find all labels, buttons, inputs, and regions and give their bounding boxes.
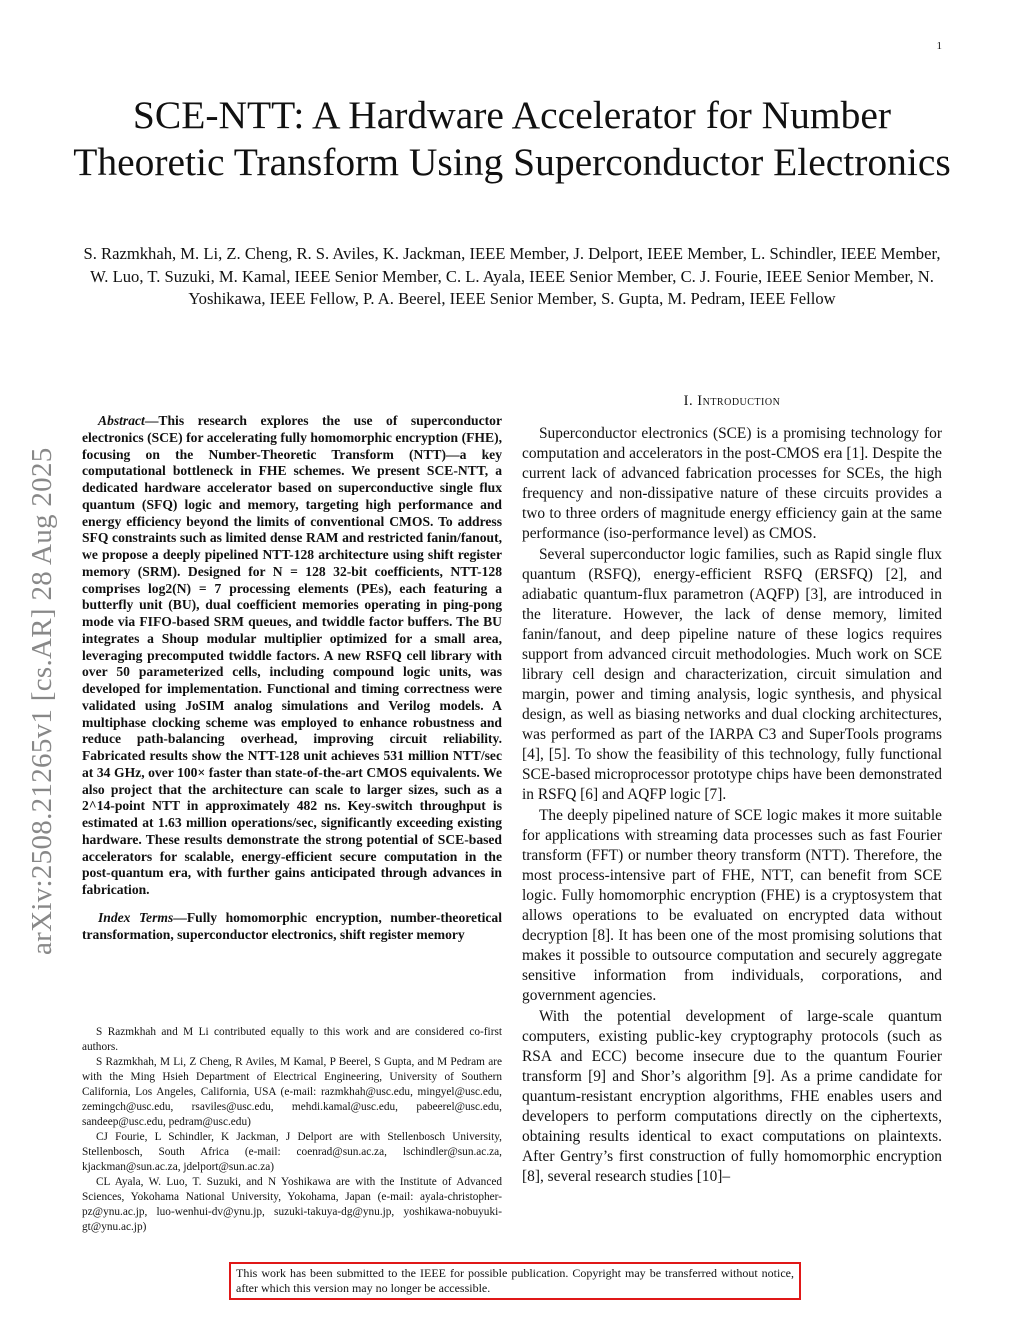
section-body bbox=[522, 424, 942, 1187]
page-number: 1 bbox=[936, 40, 942, 52]
right-column bbox=[522, 393, 942, 1187]
paragraph: Superconductor electronics (SCE) is a promising technology for computation and accelerators in the post-CMOS era [1]. Despite the current lack of advanced fabrication processes for SCEs, the high frequency and non-dissipative nature of these circuits provides a two to three orders of magnitude energy efficiency gain at the same performance (iso-performance level) as CMOS. bbox=[522, 425, 942, 542]
paragraph: The deeply pipelined nature of SCE logic makes it more suitable for applications with streaming data processes such as fast Fourier transform (FFT) or number theory transform (NTT). Therefore, the most process-intensive part of FHE, NTT, can benefit from SCE logic. Fully homomorphic encryption (FHE) is a cryptosystem that allows operations to be evaluated on encrypted data without decryption [8]. It has been one of the most promising solutions that makes it possible to outsource computation and securely aggregate sensitive information from individuals, corporations, and government agencies. bbox=[522, 807, 942, 1004]
footnote: S Razmkhah, M Li, Z Cheng, R Aviles, M Kamal, P Beerel, S Gupta, and M Pedram are with the Ming Hsieh Department of Electrical Engineering, University of Southern California, Los Angeles, California, USA (e-mail: razmkhah@usc.edu, mingyel@usc.edu, zemingch@usc.edu, rsaviles@usc.edu, mehdi.kamal@usc.edu, pabeerel@usc.edu, sandeep@usc.edu, pedram@usc.edu) bbox=[82, 1056, 502, 1128]
footnote: CL Ayala, W. Luo, T. Suzuki, and N Yoshikawa are with the Institute of Advanced Sciences, Yokohama National University, Yokohama, Japan (e-mail: ayala-christopher-pz@ynu.ac.jp, luo-wenhui-dv@ynu.jp, suzuki-takuya-dg@ynu.jp, yoshikawa-nobuyuki-gt@ynu.ac.jp) bbox=[82, 1176, 502, 1233]
footnote: S Razmkhah and M Li contributed equally to this work and are considered co-first authors. bbox=[82, 1026, 502, 1053]
index-terms-text: —Fully homomorphic encryption, number-theoretical transformation, superconductor electronics, shift register memory bbox=[82, 909, 502, 942]
left-column bbox=[82, 413, 502, 943]
section-heading bbox=[522, 393, 942, 410]
paragraph: Several superconductor logic families, such as Rapid single flux quantum (RSFQ), energy-efficient RSFQ (ERSFQ) [2], and adiabatic quantum-flux parametron (AQFP) [3], are introduced in the literature. However, the lack of dense memory, limited fanin/fanout, and deep pipeline nature of these logics requires support from advanced circuit methodologies. Much work on SCE library cell design and characterization, circuit simulation and margin, power and timing analysis, logic synthesis, and physical design, as well as biasing networks and dual clocking architectures, was performed as part of the IARPA C3 and SuperTools programs [4], [5]. To show the feasibility of this technology, fully functional SCE-based microprocessor prototype chips have been demonstrated in RSFQ [6] and AQFP logic [7]. bbox=[522, 546, 942, 803]
paragraph: With the potential development of large-scale quantum computers, existing public-key cryptography protocols (such as RSA and ECC) become insecure due to the quantum Fourier transform [9] and Shor’s algorithm [9]. As a prime candidate for quantum-resistant encryption algorithms, FHE enables users and developers to perform computations directly on the ciphertexts, obtaining results identical to exact computations on plaintexts. After Gentry’s first construction of fully homomorphic encryption [8], several research studies [10]– bbox=[522, 1008, 942, 1185]
index-terms bbox=[82, 910, 502, 944]
paper-title: SCE-NTT: A Hardware Accelerator for Number Theoretic Transform Using Superconductor Electronics bbox=[73, 93, 951, 184]
abstract-label: Abstract bbox=[98, 413, 145, 428]
abstract-text: —This research explores the use of superconductor electronics (SCE) for accelerating fully homomorphic encryption (FHE), focusing on the Number-Theoretic Transform (NTT)—a key computational bottleneck in FHE schemes. We present SCE-NTT, a dedicated hardware accelerator based on superconductive single flux quantum (SFQ) logic and memory, targeting high performance and energy efficiency beyond the limits of conventional CMOS. To address SFQ constraints such as limited dense RAM and restricted fanin/fanout, we propose a deeply pipelined NTT-128 architecture using shift register memory (SRM). Designed for N = 128 32-bit coefficients, NTT-128 comprises log2(N) = 7 processing elements (PEs), each featuring a butterfly unit (BU), dual coefficient memories operating in ping-pong mode via FIFO-based SRM queues, and twiddle factor buffers. The BU integrates a Shoup modular multiplier optimized for a small area, leveraging precomputed twiddle factors. A new RSFQ cell library with over 50 parameterized cells, including compound logic units, was developed for implementation. Functional and timing correctness were validated using JoSIM analog simulations and Verilog models. A multiphase clocking scheme was employed to enhance robustness and reduce path-balancing overhead, improving circuit reliability. Fabricated results show the NTT-128 unit achieves 531 million NTT/sec at 34 GHz, over 100× faster than state-of-the-art CMOS equivalents. We also project that the architecture can scale to larger sizes, such as a 2^14-point NTT in approximately 482 ns. Key-switch throughput is estimated at 1.63 million operations/sec, significantly exceeding existing hardware. These results demonstrate the strong potential of SCE-based accelerators for scalable, energy-efficient secure computation in the post-quantum era, with further gains anticipated through advances in fabrication. bbox=[82, 413, 502, 897]
footnote: CJ Fourie, L Schindler, K Jackman, J Delport are with Stellenbosch University, Stellenbosch, South Africa (e-mail: coenrad@sun.ac.za, lschindler@sun.ac.za, kjackman@sun.ac.za, jdelport@sun.ac.za) bbox=[82, 1131, 502, 1173]
index-terms-label: Index Terms bbox=[98, 909, 174, 925]
section-title: Introduction bbox=[697, 393, 781, 409]
copyright-notice: This work has been submitted to the IEEE for possible publication. Copyright may be transferred without notice, after which this version may no longer be accessible. bbox=[229, 1262, 801, 1300]
section-number: I. bbox=[683, 393, 694, 409]
abstract bbox=[82, 413, 502, 899]
author-list: S. Razmkhah, M. Li, Z. Cheng, R. S. Aviles, K. Jackman, IEEE Member, J. Delport, IEEE Member, L. Schindler, IEEE Member, W. Luo, T. Suzuki, M. Kamal, IEEE Senior Member, C. L. Ayala, IEEE Senior Member, C. J. Fourie, IEEE Senior Member, N. Yoshikawa, IEEE Fellow, P. A. Beerel, IEEE Senior Member, S. Gupta, M. Pedram, IEEE Fellow bbox=[83, 244, 941, 308]
arxiv-stamp: arXiv:2508.21265v1 [cs.AR] 28 Aug 2025 bbox=[26, 447, 58, 955]
footnotes bbox=[82, 1025, 502, 1235]
